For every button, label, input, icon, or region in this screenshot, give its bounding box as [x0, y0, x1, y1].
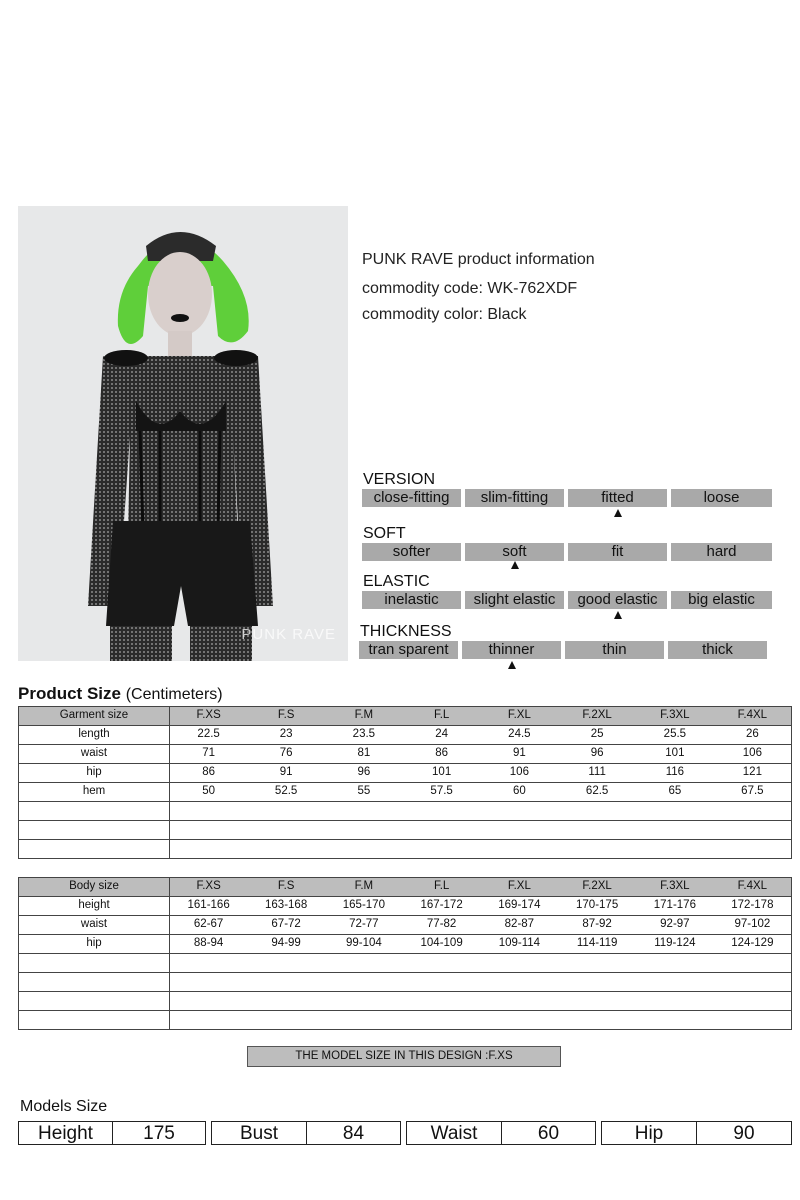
table-header-row	[19, 707, 792, 726]
empty-row	[19, 992, 792, 1011]
empty-cell	[170, 821, 792, 840]
models-bust-value: 84	[306, 1121, 401, 1145]
models-size-title: Models Size	[20, 1098, 108, 1115]
size-value-cell: 104-109	[403, 935, 481, 954]
table-header-row	[19, 878, 792, 897]
soft-selected-marker	[511, 561, 519, 569]
empty-cell	[170, 954, 792, 973]
commodity-code-label: commodity code:	[362, 280, 483, 297]
size-value-cell: F.4XL	[714, 707, 792, 726]
size-value-cell: F.3XL	[636, 878, 714, 897]
size-value-cell: 92-97	[636, 916, 714, 935]
body-size-table	[18, 877, 792, 1030]
size-value-cell: 50	[170, 783, 248, 802]
thickness-title: THICKNESS	[360, 623, 452, 640]
table-row	[19, 764, 792, 783]
table-row	[19, 726, 792, 745]
empty-cell	[19, 992, 170, 1011]
size-value-cell: 124-129	[714, 935, 792, 954]
table-row	[19, 897, 792, 916]
models-bust-label: Bust	[211, 1121, 307, 1145]
size-value-cell: 76	[247, 745, 325, 764]
size-value-cell: 170-175	[558, 897, 636, 916]
size-value-cell: 163-168	[247, 897, 325, 916]
empty-cell	[19, 954, 170, 973]
version-option: fitted	[568, 489, 667, 507]
row-label-cell: Body size	[19, 878, 170, 897]
size-value-cell: 26	[714, 726, 792, 745]
size-value-cell: 77-82	[403, 916, 481, 935]
size-value-cell: 86	[403, 745, 481, 764]
size-value-cell: 88-94	[170, 935, 248, 954]
models-waist-label: Waist	[406, 1121, 502, 1145]
row-label-cell: hip	[19, 764, 170, 783]
brand-line: PUNK RAVE product information	[362, 251, 595, 268]
size-value-cell: F.L	[403, 707, 481, 726]
models-size-row	[18, 1121, 792, 1145]
size-value-cell: 91	[247, 764, 325, 783]
size-value-cell: F.S	[247, 878, 325, 897]
size-value-cell: 97-102	[714, 916, 792, 935]
size-value-cell: 167-172	[403, 897, 481, 916]
commodity-color-value: Black	[487, 306, 527, 323]
elastic-option: big elastic	[671, 591, 772, 609]
version-scale	[362, 489, 772, 507]
size-value-cell: F.XS	[170, 707, 248, 726]
size-value-cell: 116	[636, 764, 714, 783]
thickness-option: thinner	[462, 641, 561, 659]
size-value-cell: 62.5	[558, 783, 636, 802]
soft-scale	[362, 543, 772, 561]
product-size-label: Product Size	[18, 684, 121, 703]
size-value-cell: 99-104	[325, 935, 403, 954]
row-label-cell: waist	[19, 916, 170, 935]
size-value-cell: 111	[558, 764, 636, 783]
product-size-title	[18, 684, 223, 704]
garment-size-table-body	[19, 707, 792, 859]
elastic-title: ELASTIC	[363, 573, 430, 590]
elastic-option: good elastic	[568, 591, 667, 609]
size-value-cell: 24.5	[481, 726, 559, 745]
empty-cell	[19, 1011, 170, 1030]
size-value-cell: 81	[325, 745, 403, 764]
version-option: loose	[671, 489, 772, 507]
size-value-cell: 67-72	[247, 916, 325, 935]
version-selected-marker	[614, 509, 622, 517]
size-value-cell: F.4XL	[714, 878, 792, 897]
size-value-cell: 62-67	[170, 916, 248, 935]
soft-title: SOFT	[363, 525, 406, 542]
size-value-cell: 22.5	[170, 726, 248, 745]
models-hip-value: 90	[696, 1121, 792, 1145]
size-value-cell: F.XS	[170, 878, 248, 897]
size-value-cell: F.3XL	[636, 707, 714, 726]
commodity-code	[362, 280, 577, 298]
model-size-note: THE MODEL SIZE IN THIS DESIGN :F.XS	[247, 1046, 561, 1067]
version-option: close-fitting	[362, 489, 461, 507]
size-value-cell: F.XL	[481, 707, 559, 726]
row-label-cell: hem	[19, 783, 170, 802]
empty-cell	[19, 973, 170, 992]
version-option: slim-fitting	[465, 489, 564, 507]
soft-option: soft	[465, 543, 564, 561]
commodity-color-label: commodity color:	[362, 306, 483, 323]
empty-row	[19, 973, 792, 992]
model-illustration	[18, 206, 348, 661]
product-photo	[18, 206, 348, 661]
row-label-cell: Garment size	[19, 707, 170, 726]
empty-cell	[19, 821, 170, 840]
size-value-cell: 23	[247, 726, 325, 745]
thickness-option: tran sparent	[359, 641, 458, 659]
photo-watermark: PUNK RAVE	[241, 626, 336, 643]
elastic-scale	[362, 591, 772, 609]
empty-row	[19, 954, 792, 973]
size-value-cell: 65	[636, 783, 714, 802]
thickness-scale	[359, 641, 769, 659]
size-value-cell: 55	[325, 783, 403, 802]
thickness-selected-marker	[508, 661, 516, 669]
empty-row	[19, 840, 792, 859]
size-value-cell: 169-174	[481, 897, 559, 916]
size-value-cell: 86	[170, 764, 248, 783]
empty-row	[19, 821, 792, 840]
empty-cell	[170, 973, 792, 992]
size-value-cell: 114-119	[558, 935, 636, 954]
body-size-table-body	[19, 878, 792, 1030]
soft-option: fit	[568, 543, 667, 561]
elastic-selected-marker	[614, 611, 622, 619]
size-value-cell: 82-87	[481, 916, 559, 935]
models-height-label: Height	[18, 1121, 113, 1145]
product-size-unit: (Centimeters)	[125, 686, 223, 703]
models-hip-label: Hip	[601, 1121, 697, 1145]
thickness-option: thin	[565, 641, 664, 659]
empty-cell	[170, 840, 792, 859]
size-value-cell: F.L	[403, 878, 481, 897]
size-value-cell: 165-170	[325, 897, 403, 916]
size-value-cell: 25.5	[636, 726, 714, 745]
size-value-cell: 72-77	[325, 916, 403, 935]
models-waist-value: 60	[501, 1121, 596, 1145]
size-value-cell: F.2XL	[558, 878, 636, 897]
commodity-color	[362, 306, 527, 324]
size-value-cell: 171-176	[636, 897, 714, 916]
soft-option: softer	[362, 543, 461, 561]
commodity-code-value: WK-762XDF	[487, 280, 578, 297]
size-value-cell: F.2XL	[558, 707, 636, 726]
size-value-cell: 52.5	[247, 783, 325, 802]
size-value-cell: 121	[714, 764, 792, 783]
empty-row	[19, 1011, 792, 1030]
size-value-cell: 91	[481, 745, 559, 764]
size-value-cell: 23.5	[325, 726, 403, 745]
size-value-cell: F.S	[247, 707, 325, 726]
empty-cell	[19, 840, 170, 859]
size-value-cell: 161-166	[170, 897, 248, 916]
size-value-cell: 101	[636, 745, 714, 764]
size-value-cell: 67.5	[714, 783, 792, 802]
size-value-cell: 106	[481, 764, 559, 783]
size-value-cell: 60	[481, 783, 559, 802]
thickness-option: thick	[668, 641, 767, 659]
size-value-cell: 96	[325, 764, 403, 783]
soft-option: hard	[671, 543, 772, 561]
size-value-cell: F.M	[325, 707, 403, 726]
table-row	[19, 935, 792, 954]
elastic-option: slight elastic	[465, 591, 564, 609]
size-value-cell: F.XL	[481, 878, 559, 897]
models-height-value: 175	[112, 1121, 206, 1145]
size-value-cell: 172-178	[714, 897, 792, 916]
row-label-cell: hip	[19, 935, 170, 954]
row-label-cell: waist	[19, 745, 170, 764]
table-row	[19, 783, 792, 802]
size-value-cell: 57.5	[403, 783, 481, 802]
size-value-cell: 106	[714, 745, 792, 764]
size-value-cell: 71	[170, 745, 248, 764]
size-value-cell: 87-92	[558, 916, 636, 935]
table-row	[19, 916, 792, 935]
empty-cell	[19, 802, 170, 821]
size-value-cell: 25	[558, 726, 636, 745]
empty-cell	[170, 992, 792, 1011]
version-title: VERSION	[363, 471, 436, 488]
size-value-cell: 96	[558, 745, 636, 764]
size-value-cell: F.M	[325, 878, 403, 897]
garment-size-table	[18, 706, 792, 859]
empty-cell	[170, 802, 792, 821]
elastic-option: inelastic	[362, 591, 461, 609]
row-label-cell: height	[19, 897, 170, 916]
size-value-cell: 94-99	[247, 935, 325, 954]
size-value-cell: 109-114	[481, 935, 559, 954]
empty-row	[19, 802, 792, 821]
size-value-cell: 101	[403, 764, 481, 783]
row-label-cell: length	[19, 726, 170, 745]
empty-cell	[170, 1011, 792, 1030]
table-row	[19, 745, 792, 764]
size-value-cell: 24	[403, 726, 481, 745]
size-value-cell: 119-124	[636, 935, 714, 954]
